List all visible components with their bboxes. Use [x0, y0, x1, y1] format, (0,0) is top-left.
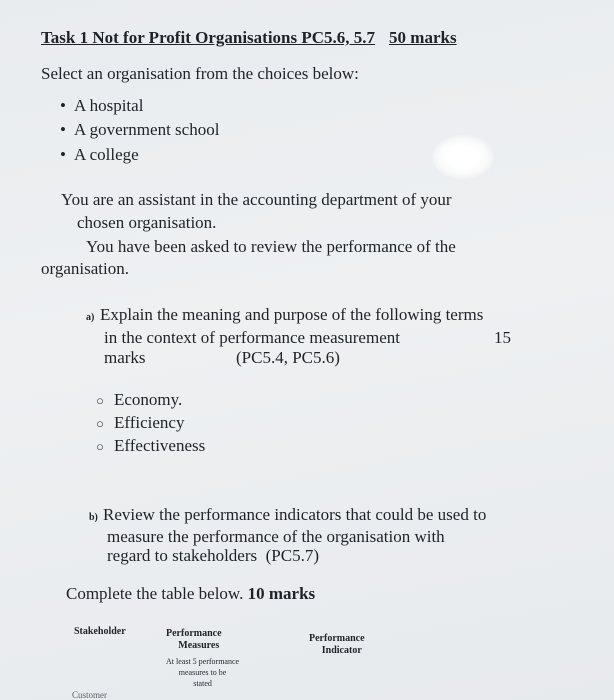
- choice-label: A college: [74, 145, 139, 164]
- intro-text: Select an organisation from the choices below:: [41, 64, 359, 83]
- part-a-pc: (PC5.4, PC5.6): [236, 348, 340, 367]
- scenario-line: organisation.: [41, 259, 129, 278]
- circle-bullet-icon: ○: [96, 439, 104, 454]
- choice-item: [60, 145, 139, 165]
- scenario-line: You are an assistant in the accounting department of your: [61, 190, 452, 209]
- choice-item: [60, 120, 219, 140]
- table-header-measures-line2: Measures: [178, 640, 220, 651]
- part-a-label: a): [86, 312, 95, 323]
- circle-bullet-icon: ○: [96, 416, 104, 431]
- task-title-text: Task 1 Not for Profit Organisations PC5.6, 5.7: [41, 28, 376, 47]
- table-measures-note-line3: stated: [193, 679, 212, 688]
- part-b-line2: measure the performance of the organisation with: [107, 527, 445, 546]
- table-header-measures: [166, 628, 222, 652]
- choice-label: A hospital: [74, 96, 144, 115]
- term-item: [96, 436, 205, 456]
- term-item: [96, 413, 184, 433]
- camera-glare: [432, 135, 494, 179]
- table-row-customer: Customer: [72, 690, 107, 700]
- part-b-line3: [107, 546, 319, 566]
- part-a-marks-word: marks: [104, 348, 146, 367]
- term-label: Economy.: [114, 390, 183, 409]
- table-measures-note: [166, 656, 239, 689]
- choice-item: [60, 96, 143, 116]
- table-intro-marks: 10 marks: [247, 584, 316, 603]
- table-header-indicator-line2: Indicator: [321, 645, 362, 656]
- part-b-line1: [89, 505, 486, 525]
- part-b-pc: (PC5.7): [265, 546, 319, 565]
- table-intro: [66, 584, 315, 604]
- table-header-measures-line1: Performance: [166, 628, 222, 639]
- bullet-icon: •: [60, 96, 66, 115]
- part-b-label: b): [89, 512, 98, 523]
- choice-label: A government school: [74, 120, 220, 139]
- table-measures-note-line1: At least 5 performance: [166, 657, 240, 666]
- part-b-text: Review the performance indicators that could be used to: [103, 505, 487, 524]
- bullet-icon: •: [60, 120, 66, 139]
- part-a-line1: [86, 305, 483, 325]
- task-title: [41, 28, 457, 48]
- part-a-marks-number: 15: [494, 328, 511, 347]
- circle-bullet-icon: ○: [96, 393, 104, 408]
- part-a-text: Explain the meaning and purpose of the following terms: [100, 305, 484, 324]
- term-item: [96, 390, 182, 410]
- bullet-icon: •: [60, 145, 66, 164]
- term-label: Efficiency: [114, 413, 185, 432]
- table-intro-text: Complete the table below.: [66, 584, 244, 603]
- part-a-line2: in the context of performance measurement: [104, 328, 400, 347]
- table-header-indicator: [309, 633, 365, 657]
- term-label: Effectiveness: [114, 436, 206, 455]
- part-b-text: regard to stakeholders: [107, 546, 258, 565]
- task-marks: 50 marks: [389, 28, 457, 47]
- table-header-indicator-line1: Performance: [309, 633, 365, 644]
- scenario-line: You have been asked to review the performance of the: [86, 237, 456, 256]
- table-measures-note-line2: measures to be: [178, 668, 227, 677]
- table-header-stakeholder: Stakeholder: [74, 626, 126, 637]
- scenario-line: chosen organisation.: [77, 213, 217, 232]
